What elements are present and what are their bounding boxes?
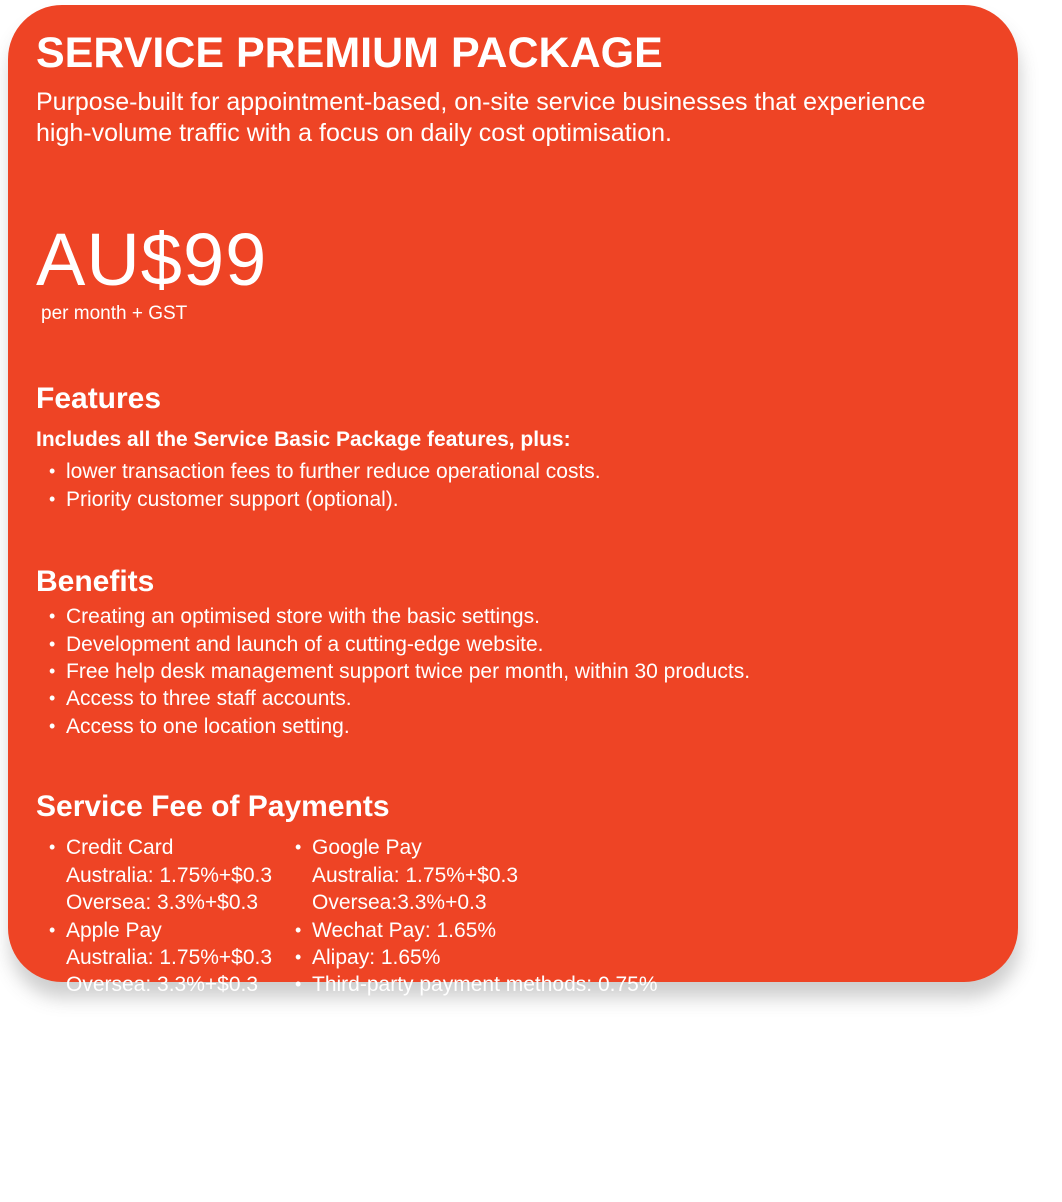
payment-method-name: • Alipay: 1.65% xyxy=(282,944,968,971)
payment-method-item xyxy=(282,944,968,971)
payment-method-name: • Google Pay xyxy=(282,834,968,861)
payment-method-details xyxy=(36,862,282,917)
features-intro: Includes all the Service Basic Package features, plus: xyxy=(36,428,571,452)
payment-method-name: • Credit Card xyxy=(36,834,282,861)
payment-method-item xyxy=(282,971,968,998)
benefit-item: • Creating an optimised store with the basic settings. xyxy=(36,603,968,630)
pricing-card xyxy=(8,5,1018,997)
payment-detail-line: Oversea: 3.3%+$0.3 xyxy=(66,891,259,915)
payments-columns xyxy=(36,834,968,998)
payment-method-item xyxy=(36,917,282,999)
price-period: per month + GST xyxy=(41,303,188,325)
payment-method-details xyxy=(282,862,968,917)
payments-column-left xyxy=(36,834,282,998)
package-title: SERVICE PREMIUM PACKAGE xyxy=(36,29,663,77)
features-heading: Features xyxy=(36,382,162,416)
payment-detail-line: Oversea: 3.3%+$0.3 xyxy=(66,973,259,997)
features-list xyxy=(36,458,968,513)
feature-item: • lower transaction fees to further reduce operational costs. xyxy=(36,458,968,485)
payment-method-name: • Third-party payment methods: 0.75% xyxy=(282,971,968,998)
payment-method-item xyxy=(282,917,968,944)
payment-method-name: • Apple Pay xyxy=(36,917,282,944)
benefits-list xyxy=(36,603,968,740)
payment-method-name: • Wechat Pay: 1.65% xyxy=(282,917,968,944)
payment-detail-line: Oversea:3.3%+0.3 xyxy=(312,891,487,915)
payment-method-item xyxy=(282,834,968,916)
payments-heading: Service Fee of Payments xyxy=(36,790,390,824)
benefit-item: • Free help desk management support twice per month, within 30 products. xyxy=(36,658,968,685)
feature-item: • Priority customer support (optional). xyxy=(36,486,968,513)
package-description: Purpose-built for appointment-based, on-site service businesses that experience high-volume traffic with a focus on daily cost optimisation. xyxy=(36,88,926,148)
benefit-item: • Development and launch of a cutting-edge website. xyxy=(36,631,968,658)
benefits-heading: Benefits xyxy=(36,565,155,599)
payments-column-right xyxy=(282,834,968,998)
payment-detail-line: Australia: 1.75%+$0.3 xyxy=(312,863,519,887)
payment-detail-line: Australia: 1.75%+$0.3 xyxy=(66,863,273,887)
price-amount: AU$99 xyxy=(36,218,268,302)
payment-detail-line: Australia: 1.75%+$0.3 xyxy=(66,945,273,969)
payment-method-details xyxy=(36,944,282,999)
benefit-item: • Access to three staff accounts. xyxy=(36,685,968,712)
benefit-item: • Access to one location setting. xyxy=(36,713,968,740)
payment-method-item xyxy=(36,834,282,916)
